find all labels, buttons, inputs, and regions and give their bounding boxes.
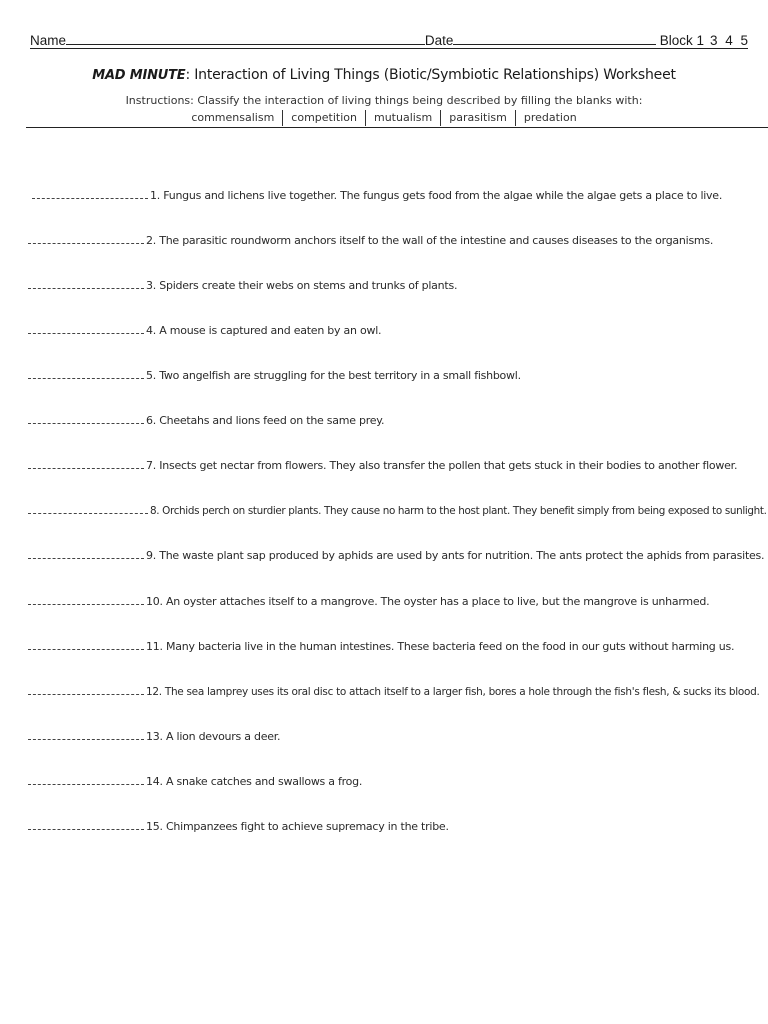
option-mutualism: mutualism [365,110,440,126]
question-item [28,499,767,517]
question-item [28,590,709,608]
block-numbers: 3 4 5 [709,33,748,48]
question-item [28,635,734,653]
date-field[interactable] [453,43,655,45]
question-text: 11. Many bacteria live in the human intestines. These bacteria feed on the food in our guts without harming us. [146,640,735,653]
answer-blank[interactable] [28,738,144,740]
question-item [28,680,760,698]
worksheet-title [0,67,768,83]
question-text: 5. Two angelfish are struggling for the best territory in a small fishbowl. [146,369,521,382]
question-item [28,770,362,788]
options-list [0,110,768,126]
block-label: Block 1 [659,33,704,48]
question-item [28,229,713,247]
answer-blank[interactable] [28,242,144,244]
question-item [28,319,381,337]
question-item [28,725,280,743]
question-item [28,815,449,833]
question-item [28,454,737,472]
option-predation: predation [515,110,585,126]
name-field[interactable] [66,43,425,45]
question-text: 1. Fungus and lichens live together. The fungus gets food from the algae while the algae gets a place to live. [150,189,723,202]
answer-blank[interactable] [28,512,148,514]
title-text: : Interaction of Living Things (Biotic/Symbiotic Relationships) Worksheet [185,67,676,83]
question-text: 4. A mouse is captured and eaten by an owl. [146,324,382,337]
question-text: 8. Orchids perch on sturdier plants. They cause no harm to the host plant. They benefit simply from being exposed to sunlight. [150,505,767,517]
answer-blank[interactable] [28,557,144,559]
header-divider [26,127,768,128]
title-prefix: MAD MINUTE [92,68,186,83]
question-text: 3. Spiders create their webs on stems and trunks of plants. [146,279,458,292]
question-text: 2. The parasitic roundworm anchors itself to the wall of the intestine and causes diseases to the organisms. [146,234,714,247]
answer-blank[interactable] [28,648,144,650]
header-row [30,28,748,49]
question-item [28,364,521,382]
answer-blank[interactable] [28,693,144,695]
question-item [28,274,457,292]
question-text: 13. A lion devours a deer. [146,730,281,743]
question-item [28,544,764,562]
question-text: 12. The sea lamprey uses its oral disc to attach itself to a larger fish, bores a hole through the fish's flesh, & sucks its blood. [146,686,760,698]
question-text: 6. Cheetahs and lions feed on the same prey. [146,414,385,427]
question-text: 9. The waste plant sap produced by aphids are used by ants for nutrition. The ants protect the aphids from parasites. [146,549,765,562]
answer-blank[interactable] [28,377,144,379]
answer-blank[interactable] [28,422,144,424]
instructions: Instructions: Classify the interaction of living things being described by filling the blanks with: [125,94,643,107]
question-text: 14. A snake catches and swallows a frog. [146,775,363,788]
answer-blank[interactable] [28,467,144,469]
option-commensalism: commensalism [191,111,275,124]
option-competition: competition [282,110,365,126]
question-item [28,409,384,427]
answer-blank[interactable] [28,287,144,289]
answer-blank[interactable] [28,332,144,334]
option-parasitism: parasitism [440,110,515,126]
answer-blank[interactable] [28,828,144,830]
answer-blank[interactable] [32,197,148,199]
question-text: 15. Chimpanzees fight to achieve supremacy in the tribe. [146,820,449,833]
question-text: 7. Insects get nectar from flowers. They also transfer the pollen that gets stuck in their bodies to another flower. [146,459,738,472]
question-text: 10. An oyster attaches itself to a mangrove. The oyster has a place to live, but the mangrove is unharmed. [146,595,710,608]
name-label: Name [30,33,67,48]
question-item [32,184,722,202]
answer-blank[interactable] [28,603,144,605]
date-label: Date [424,33,454,48]
answer-blank[interactable] [28,783,144,785]
